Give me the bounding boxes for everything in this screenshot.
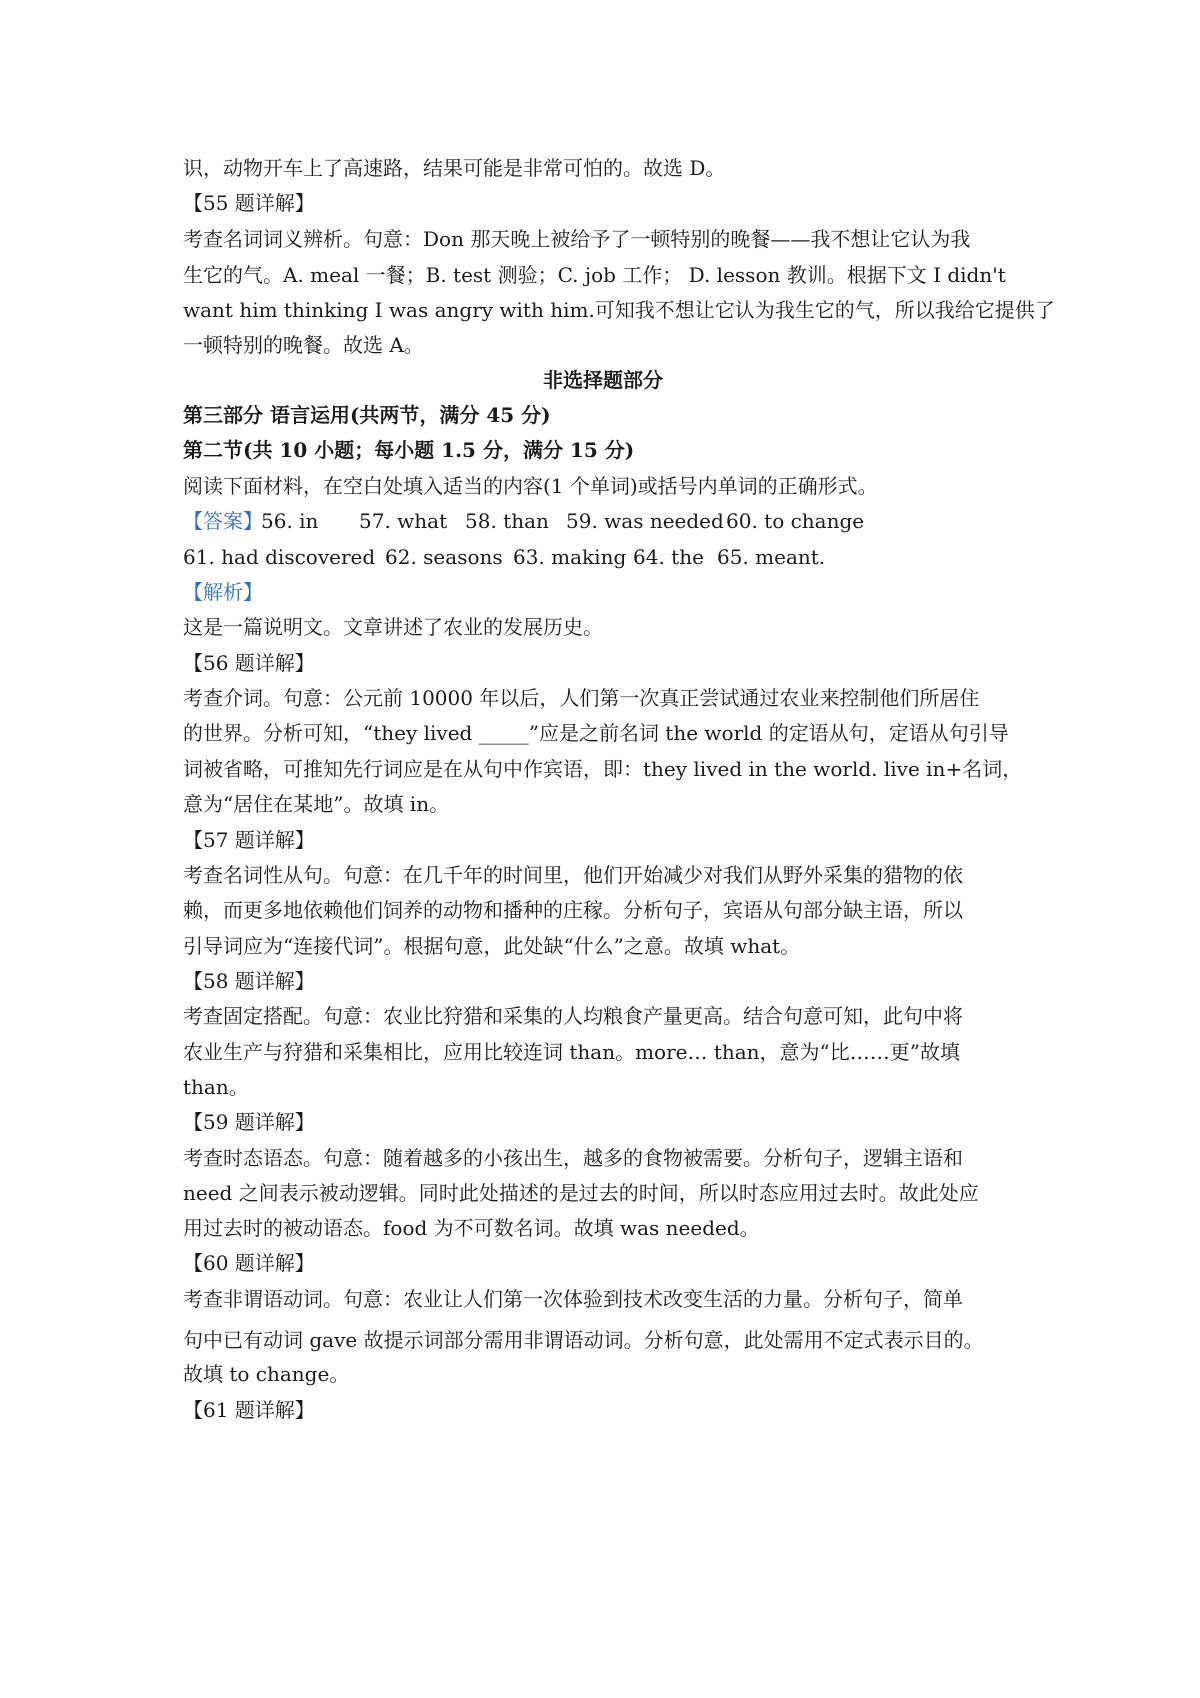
answer-item: 56. in	[261, 509, 319, 533]
instruction-text: 阅读下面材料，在空白处填入适当的内容(1 个单词)或括号内单词的正确形式。	[183, 474, 878, 498]
q59-line: need 之间表示被动逻辑。同时此处描述的是过去的时间，所以时态应用过去时。故此处应	[183, 1181, 979, 1205]
q60-line: 故填 to change。	[183, 1362, 350, 1386]
q56-line: 的世界。分析可知，“they lived _____”应是之前名词 the world 的定语从句，定语从句引导	[183, 721, 1009, 745]
q57-line: 考查名词性从句。句意：在几千年的时间里，他们开始减少对我们从野外采集的猎物的依	[183, 863, 963, 887]
q60-line: 句中已有动词 gave 故提示词部分需用非谓语动词。分析句意，此处需用不定式表示目的。	[183, 1328, 984, 1352]
section-title: 非选择题部分	[543, 368, 663, 392]
q57-heading: 【57 题详解】	[183, 828, 315, 852]
answer-item: 61. had discovered	[183, 545, 376, 569]
q54-explanation-tail: 识，动物开车上了高速路，结果可能是非常可怕的。故选 D。	[183, 156, 726, 180]
answer-item: 57. what	[359, 509, 448, 533]
q56-line: 考查介词。句意：公元前 10000 年以后，人们第一次真正尝试通过农业来控制他们所居住	[183, 686, 980, 710]
answer-item: 63. making	[513, 545, 627, 569]
q59-heading: 【59 题详解】	[183, 1110, 315, 1134]
answers-row-2	[183, 544, 1023, 570]
answers-row-1	[183, 508, 1023, 534]
q59-line: 用过去时的被动语态。food 为不可数名词。故填 was needed。	[183, 1216, 760, 1240]
answer-item: 64. the	[633, 545, 704, 569]
section2-title: 第二节(共 10 小题；每小题 1.5 分，满分 15 分)	[183, 438, 635, 462]
answer-item: 60. to change	[726, 509, 865, 533]
part3-title: 第三部分 语言运用(共两节，满分 45 分)	[183, 403, 551, 427]
summary-text: 这是一篇说明文。文章讲述了农业的发展历史。	[183, 615, 603, 639]
q60-heading: 【60 题详解】	[183, 1251, 315, 1275]
q58-line: 考查固定搭配。句意：农业比狩猎和采集的人均粮食产量更高。结合句意可知，此句中将	[183, 1004, 963, 1028]
q56-line: 意为“居住在某地”。故填 in。	[183, 792, 450, 816]
q57-line: 引导词应为“连接代词”。根据句意，此处缺“什么”之意。故填 what。	[183, 934, 801, 958]
q58-line: than。	[183, 1075, 249, 1099]
answer-item: 62. seasons	[385, 545, 503, 569]
q60-line: 考查非谓语动词。句意：农业让人们第一次体验到技术改变生活的力量。分析句子，简单	[183, 1287, 963, 1311]
analysis-label: 【解析】	[183, 580, 263, 604]
q55-line: want him thinking I was angry with him.可知我不想让它认为我生它的气，所以我给它提供了	[183, 298, 1055, 322]
q56-heading: 【56 题详解】	[183, 651, 315, 675]
q58-heading: 【58 题详解】	[183, 969, 315, 993]
q58-line: 农业生产与狩猎和采集相比，应用比较连词 than。more… than，意为“比……更”故填	[183, 1040, 961, 1064]
q55-heading: 【55 题详解】	[183, 191, 315, 215]
answer-item: 59. was needed	[566, 509, 724, 533]
q57-line: 赖，而更多地依赖他们饲养的动物和播种的庄稼。分析句子，宾语从句部分缺主语，所以	[183, 898, 963, 922]
answer-item: 58. than	[465, 509, 549, 533]
q61-heading: 【61 题详解】	[183, 1398, 315, 1422]
answer-item: 65. meant.	[717, 545, 826, 569]
answer-label: 【答案】	[183, 509, 263, 533]
q55-line: 考查名词词义辨析。句意：Don 那天晚上被给予了一顿特别的晚餐——我不想让它认为我	[183, 227, 971, 251]
q59-line: 考查时态语态。句意：随着越多的小孩出生，越多的食物被需要。分析句子，逻辑主语和	[183, 1146, 963, 1170]
q56-line: 词被省略，可推知先行词应是在从句中作宾语，即：they lived in the world. live in+名词，	[183, 757, 1023, 781]
q55-line: 生它的气。A. meal 一餐；B. test 测验；C. job 工作； D. lesson 教训。根据下文 I didn't	[183, 263, 1006, 287]
q55-line: 一顿特别的晚餐。故选 A。	[183, 333, 424, 357]
